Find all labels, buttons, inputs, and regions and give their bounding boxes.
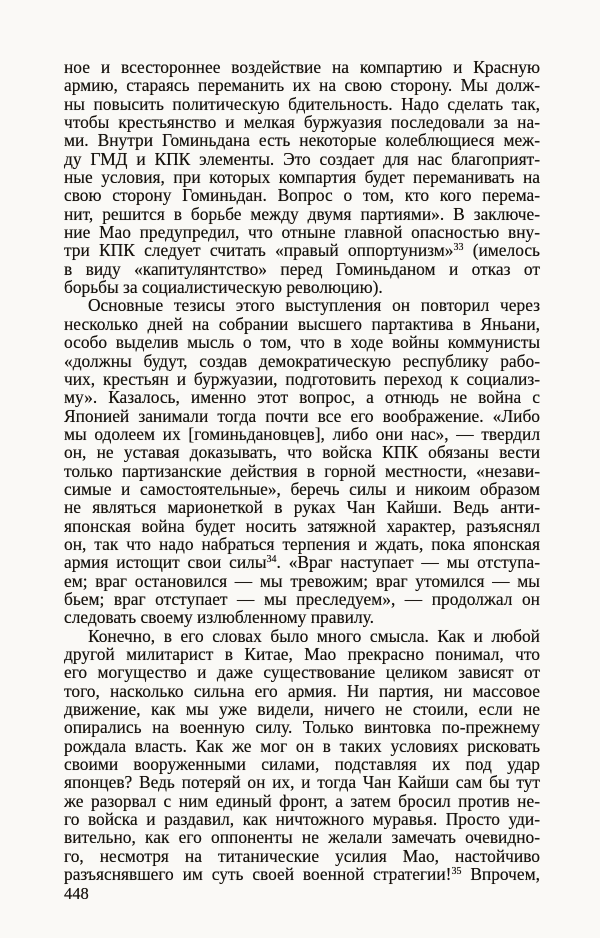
text-line: го, несмотря на титанические усилия Мао, настойчиво	[64, 845, 540, 866]
text-line: вительно, как его оппоненты не желали замечать очевидно-	[64, 827, 540, 848]
text-line: свою сторону Гоминьдан. Вопрос о том, кто кого перема-	[64, 185, 540, 206]
footnote-ref: 35	[451, 866, 462, 878]
text-line: в виду «капитулянтство» перед Гоминьданом и отказ от	[64, 258, 540, 279]
text-line: разъяснявшего им суть своей военной стратегии!$^{35}$ Впрочем,	[64, 864, 540, 885]
text-line: того, насколько сильна его армия. Ни партия, ни массовое	[64, 680, 540, 701]
text-line: бьем; враг отступает — мы преследуем», — продолжал он	[64, 588, 540, 609]
text-line: он, не уставая доказывать, что войска КПК обязаны вести	[64, 442, 540, 463]
footnote-ref: 34	[266, 554, 277, 566]
text-line: чих, крестьян и буржуазии, подготовить переход к социализ-	[64, 368, 540, 389]
text-line: нит, решится в борьбе между двумя партиями». В заключе-	[64, 203, 540, 224]
text-line: ми. Внутри Гоминьдана есть некоторые колеблющиеся меж-	[64, 130, 540, 151]
text-line: «должны будут, создав демократическую республику рабо-	[64, 350, 540, 371]
text-line: японцев? Ведь потеряй он их, и тогда Чан Кайши сам бы тут	[64, 772, 540, 793]
text-line: ние Мао предупредил, что отныне главной опасностью вну-	[64, 222, 540, 243]
text-line: армия истощит свои силы$^{34}$. «Враг наступает — мы отступа-	[64, 552, 540, 573]
text-line: три КПК следует считать «правый оппортунизм»$^{33}$ (имелось	[64, 240, 540, 261]
text-line: го войска и раздавил, как ничтожного муравья. Просто уди-	[64, 809, 540, 830]
text-line: армию, стараясь переманить их на свою сторону. Мы долж-	[64, 75, 540, 96]
text-line: Конечно, в его словах было много смысла. Как и любой	[88, 625, 540, 646]
text-line: му». Казалось, именно этот вопрос, а отнюдь не война с	[64, 387, 540, 408]
text-line: ны повысить политическую бдительность. Надо сделать так,	[64, 93, 540, 114]
paragraph	[64, 296, 540, 626]
text-line: не являться марионеткой в руках Чан Кайши. Ведь анти-	[64, 497, 540, 518]
page-number: 448	[64, 884, 89, 903]
text-line: своими вооруженными силами, подставляя их под удар	[64, 754, 540, 775]
paragraph	[64, 58, 540, 296]
text-line: следовать своему излюбленному правилу.	[64, 607, 374, 628]
text-line: несколько дней на собрании высшего партактива в Яньани,	[64, 313, 540, 334]
text-line: Японией занимали тогда почти все его воображение. «Либо	[64, 405, 540, 426]
text-line: ные условия, при которых компартия будет переманивать на	[64, 167, 540, 188]
text-line: рождала власть. Как же мог он в таких условиях рисковать	[64, 735, 540, 756]
text-line: ное и всестороннее воздействие на компартию и Красную	[64, 57, 540, 77]
text-line: опирались на военную силу. Только винтовка по-прежнему	[64, 717, 540, 738]
text-line: ду ГМД и КПК элементы. Это создает для нас благоприят-	[64, 148, 540, 169]
text-line: же разорвал с ним единый фронт, а затем бросил против не-	[64, 790, 540, 811]
text-line: другой милитарист в Китае, Мао прекрасно понимал, что	[64, 644, 540, 664]
text-line: мы одолеем их [гоминьдановцев], либо они нас», — твердил	[64, 423, 540, 444]
text-line: только партизанские действия в горной местности, «незави-	[64, 460, 540, 481]
text-line: он, так что надо набраться терпения и ждать, пока японская	[64, 533, 540, 554]
text-line: его могущество и даже существование целиком зависят от	[64, 662, 540, 683]
text-line: японская война будет носить затяжной характер, разъяснял	[64, 515, 540, 536]
text-line: ем; враг остановился — мы тревожим; враг утомился — мы	[64, 570, 540, 591]
text-line: особо выделив мысль о том, что в ходе войны коммунисты	[64, 332, 540, 353]
text-line: движение, как мы уже видели, ничего не стоили, если не	[64, 699, 540, 720]
text-line: симые и самостоятельные», беречь силы и никоим образом	[64, 478, 540, 499]
text-line: Основные тезисы этого выступления он повторил через	[88, 295, 540, 316]
text-line: борьбы за социалистическую революцию).	[64, 277, 383, 298]
text-line: чтобы крестьянство и мелкая буржуазия последовали за на-	[64, 112, 540, 133]
paragraph	[64, 627, 540, 884]
footnote-ref: 33	[453, 242, 464, 254]
body-text	[64, 58, 540, 883]
